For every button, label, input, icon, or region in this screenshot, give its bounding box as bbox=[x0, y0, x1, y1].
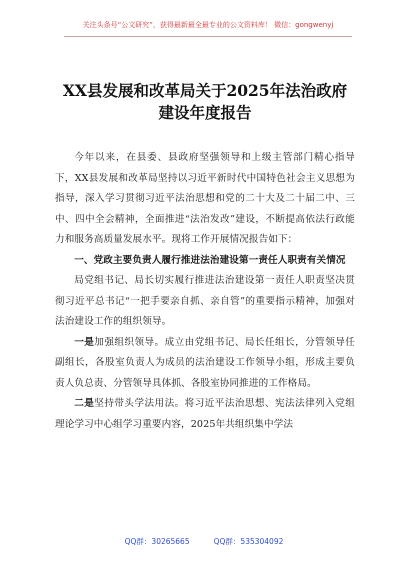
document-title-line-2: 建设年度报告 bbox=[158, 103, 252, 122]
document-body bbox=[55, 148, 355, 435]
footer bbox=[0, 536, 408, 547]
point-1-text: 加强组织领导。成立由党组书记、局长任组长，分管领导任副组长，各股室负责人为成员的法治建设工作领导小组，形成主要负责人负总责、分管领导具体抓、各股室协同推进的工作格局。 bbox=[55, 336, 355, 389]
paragraph-point-1 bbox=[55, 333, 355, 395]
document-title-line-1: XX县发展和改革局关于2025年法治政府 bbox=[62, 81, 348, 100]
point-2-lead: 二是 bbox=[74, 398, 95, 409]
document-title bbox=[40, 80, 370, 124]
point-1-lead: 一是 bbox=[74, 336, 95, 348]
footer-qq-group-2: QQ群：535304092 bbox=[213, 537, 284, 546]
section-heading-1: 一、党政主要负责人履行推进法治建设第一责任人职责有关情况 bbox=[74, 254, 346, 266]
header-banner bbox=[64, 18, 352, 37]
paragraph-intro: 今年以来，在县委、县政府坚强领导和上级主管部门精心指导下，XX县发展和改革局坚持以习近平新时代中国特色社会主义思想为指导，深入学习贯彻习近平法治思想和党的二十大及二十届二中、三中、四中全会精神，全面推进“法治发改”建设，不断提高依法行政能力和服务高质量发展水平。现将工作开展情况报告如下： bbox=[55, 152, 355, 245]
paragraph-point-2 bbox=[55, 394, 355, 435]
point-2-text: 坚持带头学法用法。将习近平法治思想、宪法法律列入党组理论学习中心组学习重要内容，2025年共组织集中学法 bbox=[55, 398, 355, 430]
header-banner-text: 关注头条号“公文研究”，获得最新最全最专业的公文资料库！ 微信：gongwenyj bbox=[82, 21, 334, 29]
footer-qq-group-1: QQ群：30265665 bbox=[124, 537, 190, 546]
paragraph-responsibility: 局党组书记、局长切实履行推进法治建设第一责任人职责坚决贯彻习近平总书记“一把手要亲自抓、亲自管”的重要指示精神，加强对法治建设工作的组织领导。 bbox=[55, 275, 355, 327]
